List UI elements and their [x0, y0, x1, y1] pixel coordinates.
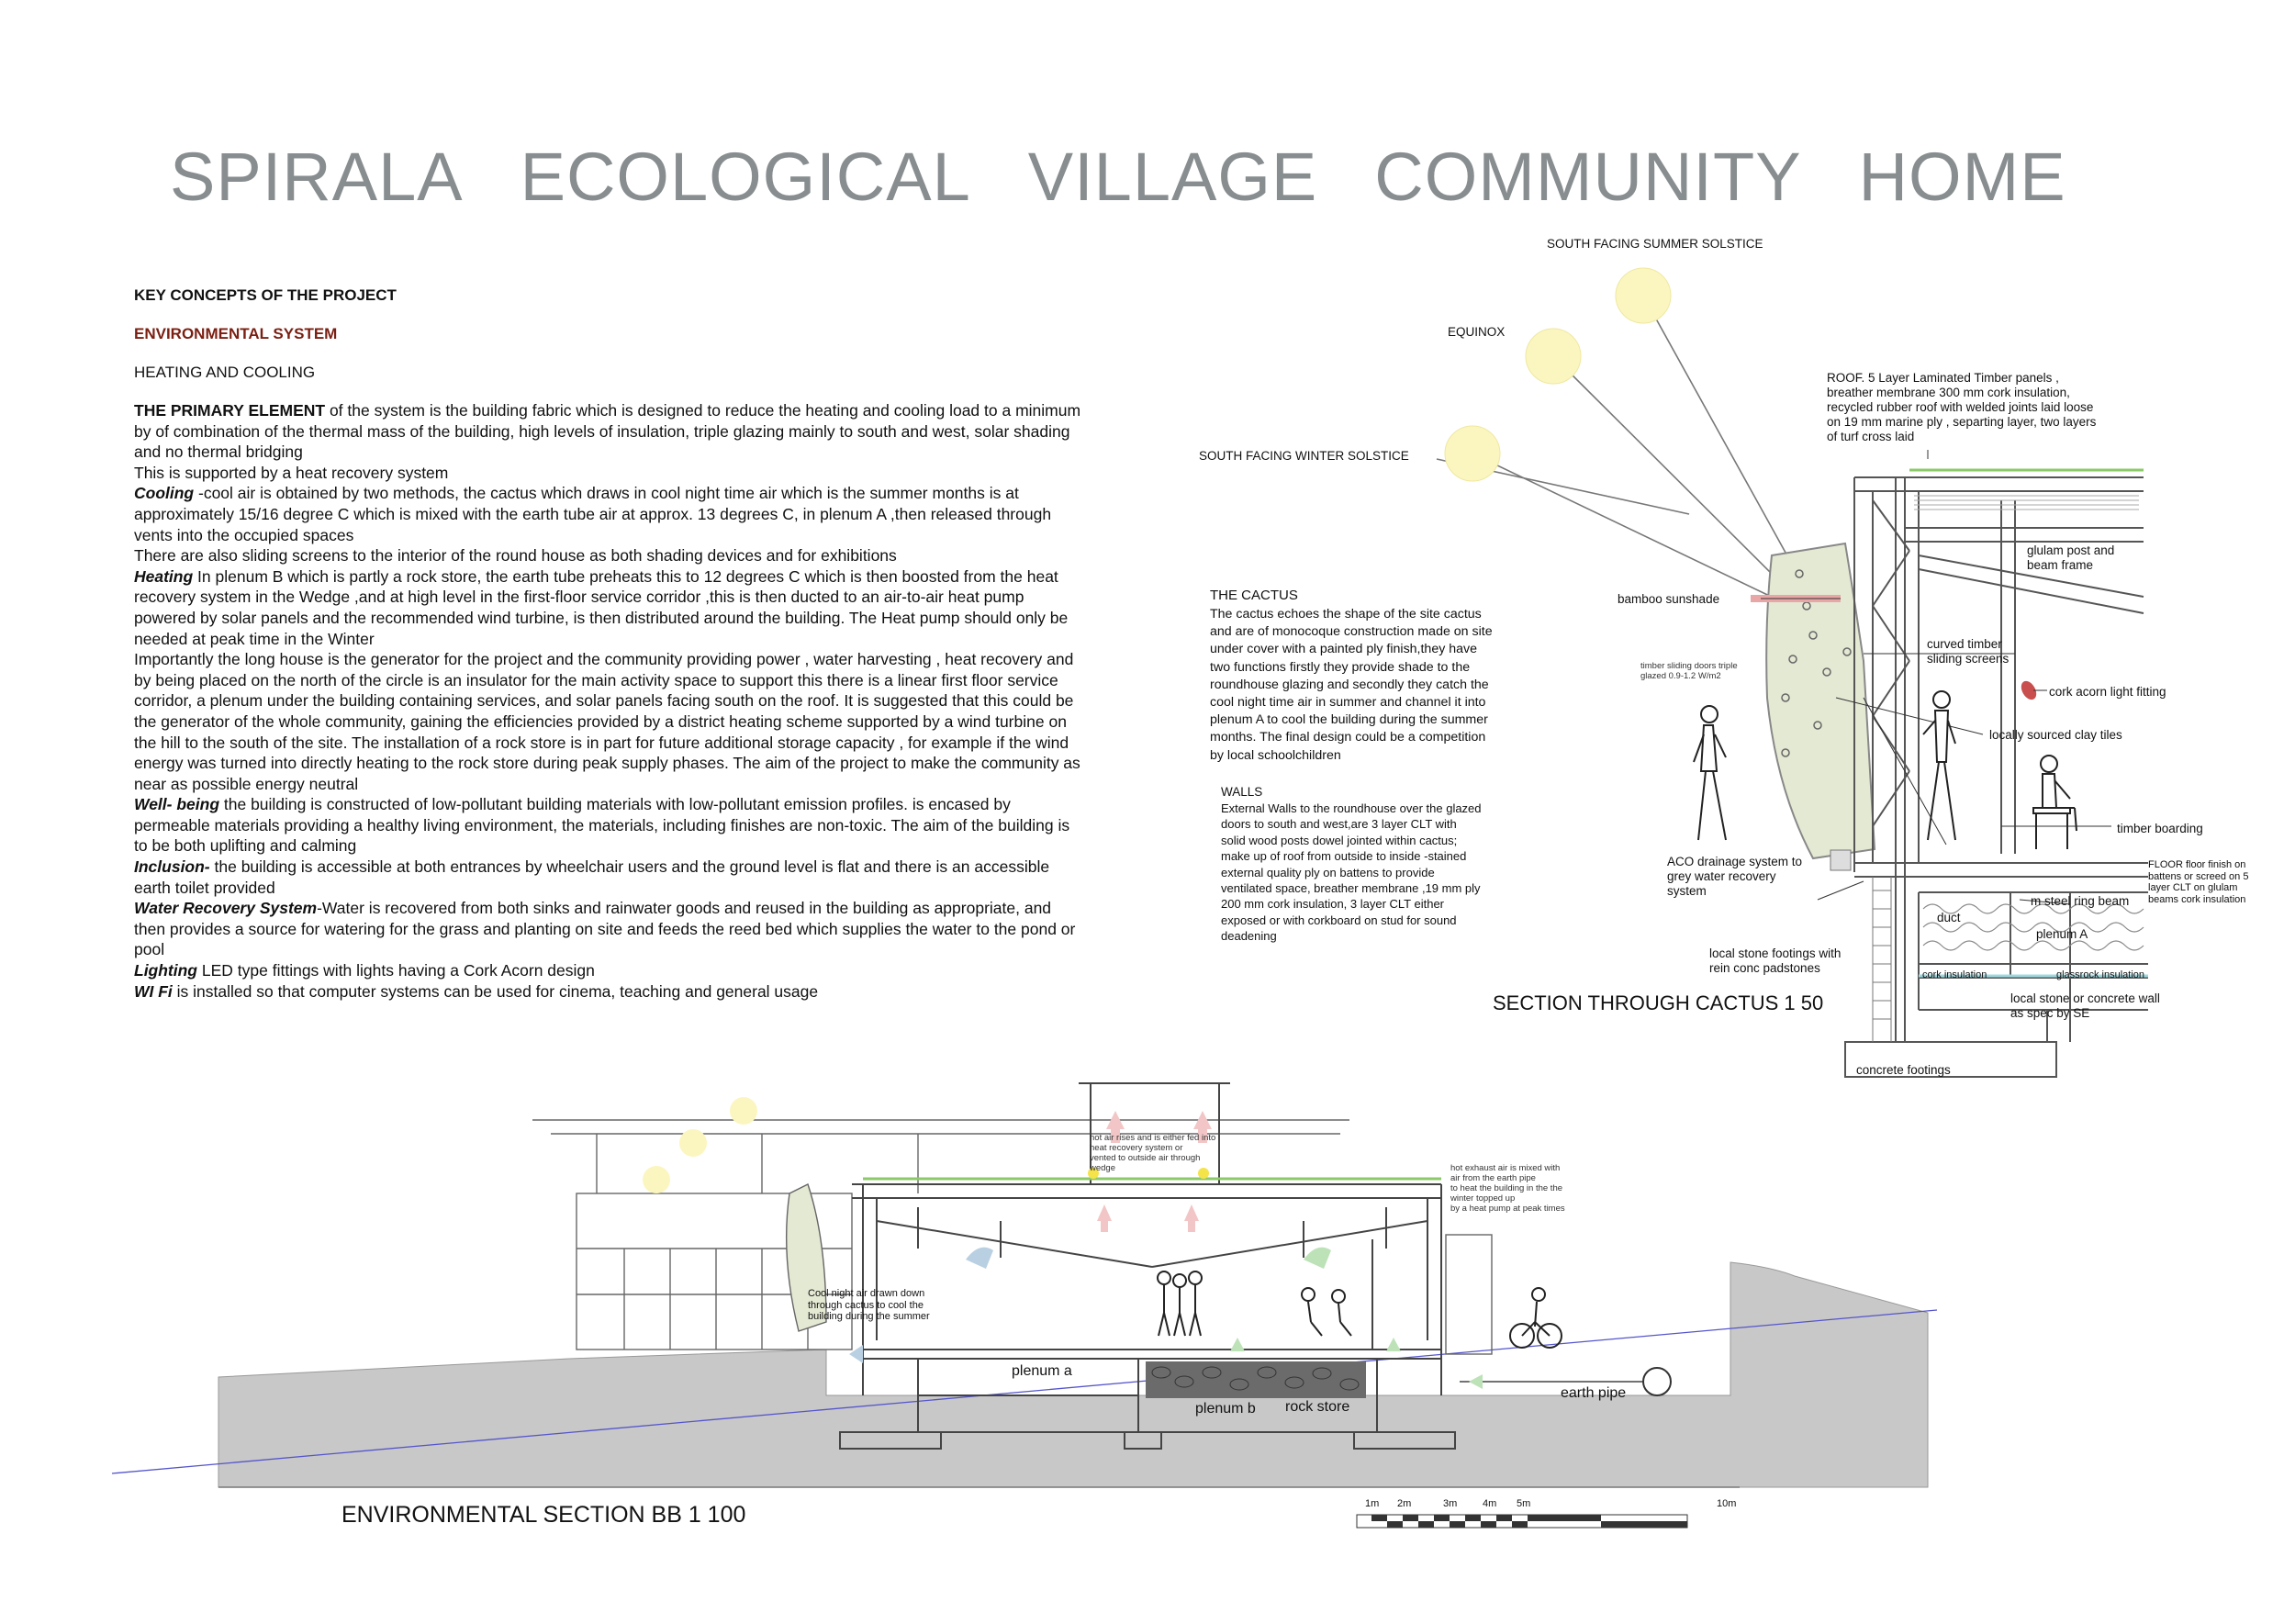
earth-pipe-icon [1643, 1368, 1671, 1395]
keyword: Lighting [134, 961, 198, 980]
scale-label: 1m [1365, 1498, 1380, 1509]
label-winter-solstice: SOUTH FACING WINTER SOLSTICE [1199, 449, 1409, 463]
rock-store-fill [1146, 1361, 1366, 1398]
label-local-stone: local stone or concrete wall as spec by SE [2010, 991, 2160, 1020]
label-concrete-footings: concrete footings [1856, 1063, 1951, 1077]
environmental-system-heading: ENVIRONMENTAL SYSTEM [134, 325, 338, 342]
title-word: HOME [1858, 139, 2066, 215]
walls-heading: WALLS [1221, 785, 1263, 799]
label-roof: ROOF. 5 Layer Laminated Timber panels , breather membrane 300 mm cork insulation, recycled rubber roof with welded joints laid loose on 19 mm marine ply , separting layer, two layers of turf cross laid [1827, 371, 2097, 443]
text: -Water is recovered from both sinks and rainwater goods and reused in the building as appropriate, and then provides a source for watering for the grass and planting on site and feeds the reed bed which supplies the water to the pond or pool [134, 899, 1076, 959]
cool-air-arrow-icon [966, 1248, 993, 1269]
text: the building is accessible at both entrances by wheelchair users and the ground level is flat and there is an accessible earth toilet provided [134, 857, 1050, 897]
label-exhaust: hot exhaust air is mixed with air from the earth pipe to heat the building in the the winter topped up by a heat pump at peak times [1450, 1163, 1565, 1214]
label-clay-tiles: locally sourced clay tiles [1989, 728, 2122, 742]
scale-label: 4m [1483, 1498, 1497, 1509]
title-word: SPIRALA [170, 139, 464, 215]
keyword: WI Fi [134, 981, 173, 1001]
scale-label: 2m [1397, 1498, 1412, 1509]
sun-winter-icon [1445, 426, 1500, 481]
cactus-description: The cactus echoes the shape of the site cactus and are of monocoque construction made on site under cover with a painted ply finish,they have two functions firstly they provide shade to the roundhouse glazing and secondly they catch the cool night time air in summer and channel it into plenum A to cool the building during the summer months. The final design could be a competition by local schoolchildren [1210, 607, 1493, 763]
sun-icon [730, 1097, 757, 1125]
label-rock-store: rock store [1285, 1399, 1350, 1415]
label-cork-insulation: cork insulation [1922, 969, 1987, 980]
person-icon [1173, 1274, 1186, 1336]
label-curved-screens: curved timber sliding screens [1927, 637, 2010, 666]
text: is installed so that computer systems can be used for cinema, teaching and general usage [172, 981, 819, 1001]
person-icon [1302, 1288, 1322, 1336]
scale-label: 5m [1517, 1498, 1531, 1509]
label-timber-boarding: timber boarding [2117, 822, 2203, 835]
person-icon [1332, 1290, 1351, 1336]
walls-description: External Walls to the roundhouse over the glazed doors to south and west,are 3 layer CLT with solid wood posts dowel jointed within cactus; make up of roof from outside to inside -stained external quality ply on battens to provide ventilated space, breather membrane ,19 mm ply 200 mm cork insulation, 3 layer CLT either exposed or with corkboard on stud for sound deadening [1221, 801, 1482, 944]
label-plenum-a-env: plenum a [1012, 1363, 1072, 1379]
roof-hatch [1914, 496, 2139, 510]
hot-air-arrow-icon [1097, 1204, 1112, 1232]
sun-equinox-icon [1526, 329, 1581, 384]
label-summer-solstice: SOUTH FACING SUMMER SOLSTICE [1547, 237, 1763, 251]
cactus-heading: THE CACTUS [1210, 588, 1298, 603]
label-cool-night-air: Cool night air drawn down through cactus to cool the building during the summer [808, 1288, 930, 1322]
label-glulam: glulam post and beam frame [2027, 543, 2115, 572]
heating-cooling-heading: HEATING AND COOLING [134, 364, 316, 381]
sun-icon [643, 1166, 670, 1193]
label-aco-drainage: ACO drainage system to grey water recovery system [1667, 855, 1803, 898]
keyword: Cooling [134, 484, 195, 503]
warm-air-arrow-icon [1230, 1338, 1245, 1351]
label-glassrock: glassrock insulation [2056, 969, 2144, 980]
label-bamboo: bamboo sunshade [1618, 592, 1720, 606]
aco-drain-icon [1830, 850, 1851, 870]
paragraph-hrs: This is supported by a heat recovery system [134, 463, 449, 482]
person-icon [1923, 691, 1955, 840]
keyword: Heating [134, 566, 194, 586]
title-word: ECOLOGICAL [520, 139, 971, 215]
text: -cool air is obtained by two methods, the cactus which draws in cool night time air which is the summer months is at approximately 15/16 degree C which is mixed with the earth tube air at approx. 13 degrees C, in plenum A ,then released through vents into the occupied spaces [134, 484, 1052, 544]
longhouse-elevation [532, 1120, 1492, 1354]
label-equinox: EQUINOX [1448, 325, 1506, 339]
paragraph-screens: There are also sliding screens to the interior of the round house as both shading devices and for exhibitions [134, 546, 897, 566]
keyword: Water Recovery System [134, 899, 318, 918]
cool-air-arrow-icon [849, 1345, 863, 1363]
scale-label: 10m [1717, 1498, 1737, 1509]
label-duct: duct [1937, 911, 1961, 924]
label-cork-acorn: cork acorn light fitting [2049, 685, 2166, 699]
keyword: THE PRIMARY ELEMENT [134, 401, 326, 420]
person-icon [1694, 706, 1726, 840]
warm-air-arrow-icon [1469, 1374, 1483, 1389]
person-icon [1158, 1271, 1170, 1336]
person-icon [1189, 1271, 1202, 1336]
label-plenum-b: plenum b [1195, 1401, 1256, 1417]
text: of the system is the building fabric which is designed to reduce the heating and cooling load to a minimum by of combination of the thermal mass of the building, high levels of insulation, triple glazing mainly to south and west, solar shading and no thermal bridging [134, 401, 1081, 462]
title-word: COMMUNITY [1374, 139, 1802, 215]
scale-bar [1357, 1515, 1687, 1528]
hot-air-arrow-icon [1184, 1204, 1199, 1232]
label-timber-doors: timber sliding doors triple glazed 0.9-1.2 W/m2 [1640, 661, 1738, 681]
wall-hatch [1873, 877, 1891, 1042]
concepts-heading: KEY CONCEPTS OF THE PROJECT [134, 286, 397, 304]
cactus-section-title: SECTION THROUGH CACTUS 1 50 [1493, 991, 1824, 1014]
person-figures-env [1158, 1271, 1562, 1348]
sun-summer-icon [1616, 268, 1671, 323]
label-stone-footings: local stone footings with rein conc padstones [1709, 946, 1842, 975]
cyclist-icon [1510, 1288, 1562, 1348]
person-figures-cactus [1694, 691, 2077, 849]
label-steel-ring-beam: m steel ring beam [2031, 894, 2130, 908]
text: the building is constructed of low-pollutant building materials with low-pollutant emission profiles. is encased by permeable materials providing a healthy living environment, the materials, including finishes are non-toxic. The aim of the building is to be both uplifting and calming [134, 795, 1070, 856]
label-floor: FLOOR floor finish on battens or screed on 5 layer CLT on glulam beams cork insulation [2148, 859, 2249, 905]
warm-air-arrow-icon [1304, 1248, 1331, 1269]
ground-mass [218, 1262, 1928, 1487]
keyword: Well- being [134, 795, 220, 814]
label-earth-pipe: earth pipe [1561, 1385, 1627, 1401]
text: In plenum B which is partly a rock store, the earth tube preheats this to 12 degrees C which is then boosted from the heat recovery system in the Wedge ,and at high level in the first-floor service corridor ,this is then ducted to an air-to-air heat pump powered by solar panels and the recommended wind turbine, is then distributed around the building. The Heat pump should only be needed at peak time in the Winter [134, 566, 1069, 648]
label-hot-air: hot air rises and is either fed into heat recovery system or vented to outside air through wedge [1090, 1133, 1216, 1173]
sun-icon [679, 1129, 707, 1157]
warm-air-arrow-icon [1386, 1338, 1401, 1351]
label-plenum-a: plenum A [2036, 927, 2088, 941]
person-icon [2033, 756, 2077, 849]
title-word: VILLAGE [1027, 139, 1318, 215]
text: LED type fittings with lights having a Cork Acorn design [197, 961, 595, 980]
env-section-title: ENVIRONMENTAL SECTION BB 1 100 [341, 1502, 746, 1528]
keyword: Inclusion- [134, 857, 210, 877]
scale-label: 3m [1443, 1498, 1458, 1509]
paragraph-longhouse: Importantly the long house is the generator for the project and the community providing power , water harvesting , heat recovery and by being placed on the north of the circle is an insulator for the main activity space to support this there is a linear first floor service corridor, a plenum under the building containing services, and solar panels facing south on the roof. It is suggested that this could be the generator of the whole community, gaining the efficiencies provided by a district heating scheme supported by a wind turbine on the hill to the south of the site. The installation of a rock store is in part for future additional storage capacity , for example if the wind energy was turned into directly heating to the rock store during peak supply phases. The aim of the project to make the community as near as possible energy neutral [134, 650, 1080, 793]
